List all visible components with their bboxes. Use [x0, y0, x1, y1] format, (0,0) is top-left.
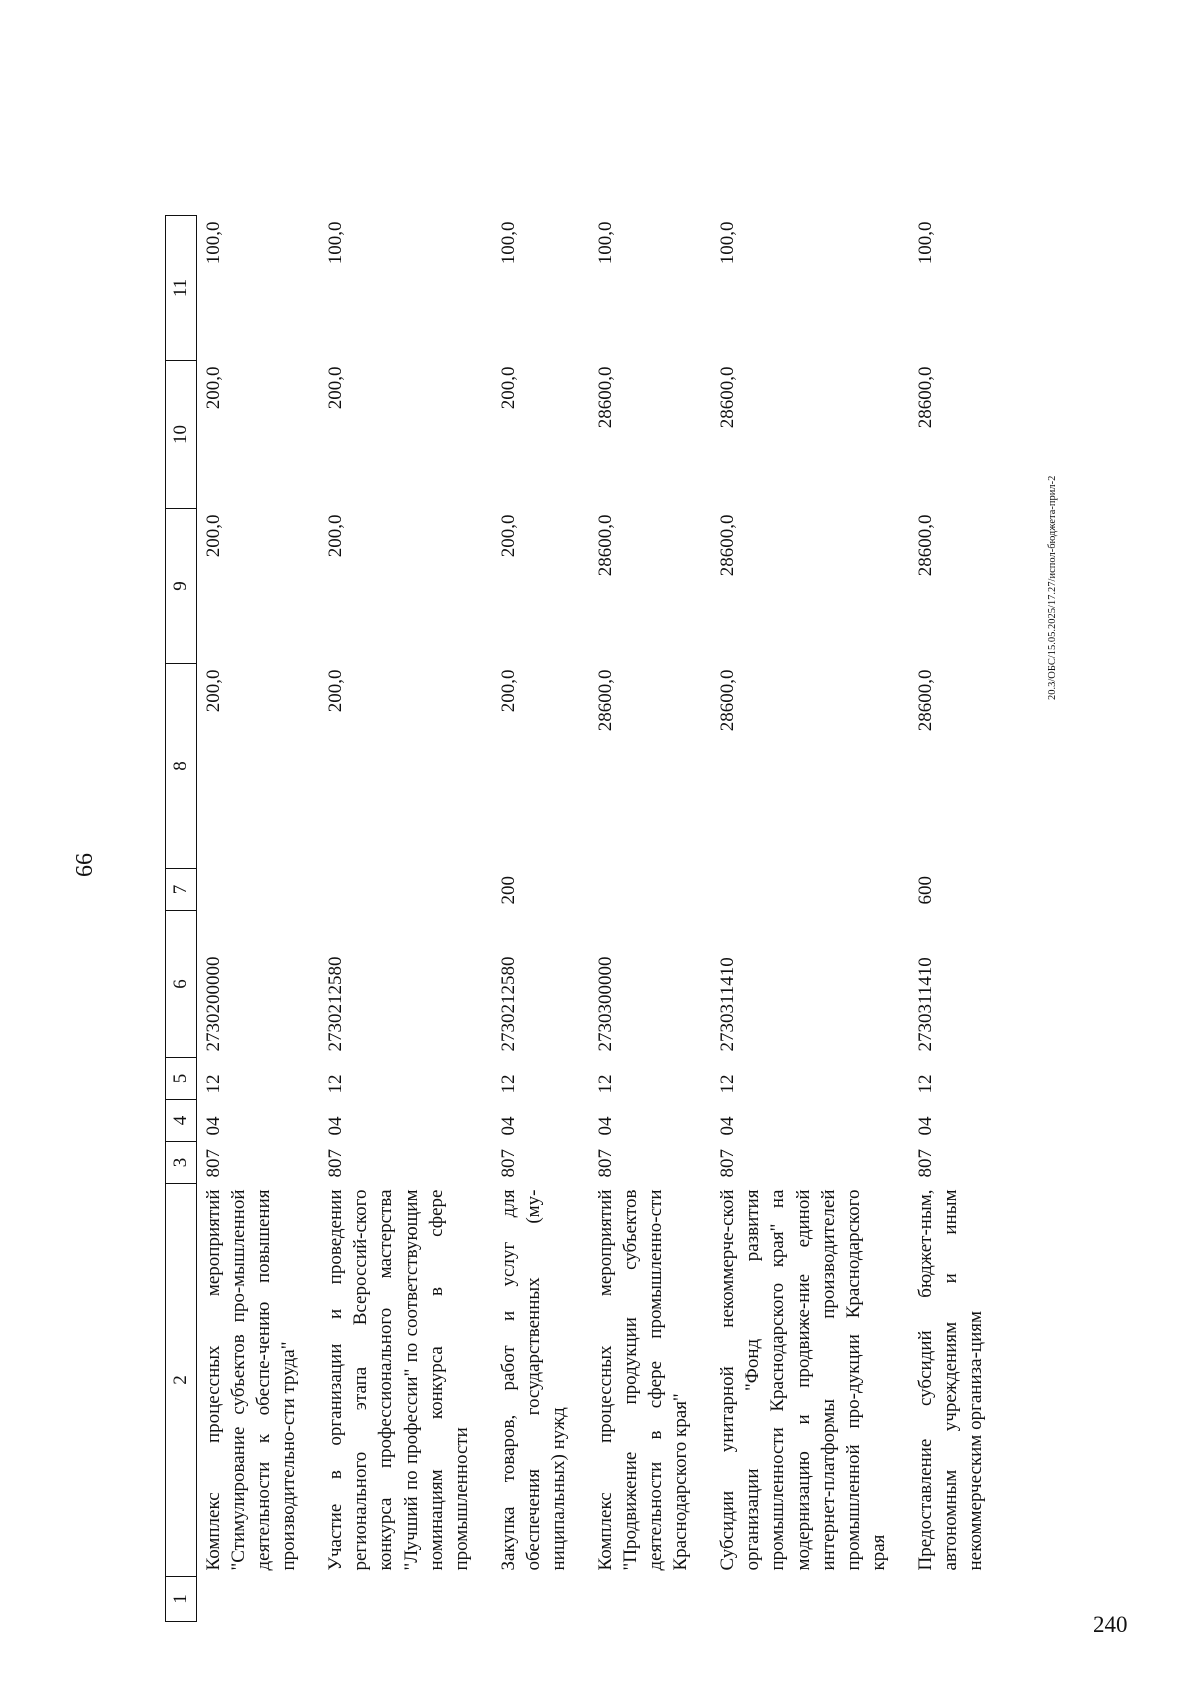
column-header: 10: [166, 361, 197, 509]
page-number-bottom: 240: [1093, 1612, 1128, 1637]
cell-subsection-code: 12: [717, 1074, 739, 1094]
cell-expense-type: [319, 869, 491, 911]
cell-section-code: 04: [497, 1116, 519, 1136]
cell-target-article: 2730212580: [325, 956, 347, 1052]
cell-amount-8: 200,0: [325, 669, 347, 713]
cell-target-article: 2730200000: [203, 956, 224, 1052]
cell-section-code: 04: [203, 1116, 224, 1136]
column-header: 2: [166, 1184, 197, 1577]
document-footer-code: [1047, 475, 1059, 712]
cell-percent: 100,0: [595, 221, 617, 265]
cell-number: [711, 1577, 909, 1622]
page-number-top: 66: [72, 853, 98, 877]
column-header: 7: [166, 869, 197, 911]
cell-expense-type: [711, 869, 909, 911]
cell-subsection-code: 12: [595, 1074, 617, 1094]
cell-section-code: 04: [325, 1116, 347, 1136]
column-header: 1: [166, 1577, 197, 1622]
cell-expense-type: [197, 869, 320, 911]
table-row: [589, 216, 711, 1622]
cell-ministry-code: 807: [914, 1149, 936, 1178]
cell-amount-10: 200,0: [497, 366, 519, 410]
column-header: 6: [166, 911, 197, 1058]
cell-amount-10: 200,0: [325, 366, 347, 410]
cell-section-code: 04: [595, 1116, 617, 1136]
column-header: 4: [166, 1100, 197, 1142]
cell-amount-8: 28600,0: [914, 669, 936, 732]
cell-expense-type: [589, 869, 711, 911]
column-header: 9: [166, 509, 197, 664]
cell-description: Участие в организации и проведении регионального этапа Всероссий-ского конкурса профессионального мастерства "Лучший по профессии" по соответствующим номинациям конкурса в сфере промышленности: [325, 1189, 472, 1571]
cell-target-article: 2730311410: [914, 957, 936, 1052]
cell-description: Предоставление субсидий бюджет-ным, автономным учреждениям и иным некоммерческим организа-циям: [914, 1189, 987, 1571]
table-row: [197, 216, 320, 1622]
cell-amount-9: 28600,0: [717, 514, 739, 577]
column-header: 3: [166, 1142, 197, 1184]
cell-number: [319, 1577, 491, 1622]
cell-number: [909, 1577, 1006, 1622]
cell-amount-10: 28600,0: [595, 366, 617, 429]
table-row: [711, 216, 909, 1622]
cell-ministry-code: 807: [203, 1149, 224, 1178]
cell-amount-8: 200,0: [497, 669, 519, 713]
cell-description: Комплекс процессных мероприятий "Стимулирование субъектов про-мышленной деятельности к обеспе-чению повышения производительно-сти труда": [203, 1189, 300, 1571]
cell-target-article: 2730212580: [497, 956, 519, 1052]
cell-expense-type: 600: [914, 876, 936, 905]
cell-subsection-code: 12: [325, 1074, 347, 1094]
cell-amount-10: 28600,0: [717, 366, 739, 429]
table-row: [909, 216, 1006, 1622]
cell-subsection-code: 12: [914, 1074, 936, 1094]
cell-amount-10: 200,0: [203, 366, 224, 410]
cell-amount-8: 200,0: [203, 669, 224, 713]
cell-section-code: 04: [914, 1116, 936, 1136]
table-header-row: [166, 216, 197, 1622]
cell-amount-8: 28600,0: [717, 669, 739, 732]
cell-target-article: 2730311410: [717, 957, 739, 1052]
cell-amount-9: 200,0: [497, 514, 519, 558]
table-row: [492, 216, 589, 1622]
cell-amount-9: 200,0: [325, 514, 347, 558]
cell-subsection-code: 12: [497, 1074, 519, 1094]
cell-number: [589, 1577, 711, 1622]
cell-amount-8: 28600,0: [595, 669, 617, 732]
cell-percent: 100,0: [203, 221, 224, 265]
cell-ministry-code: 807: [717, 1149, 739, 1178]
cell-target-article: 2730300000: [595, 956, 617, 1052]
cell-amount-10: 28600,0: [914, 366, 936, 429]
cell-percent: 100,0: [717, 221, 739, 265]
cell-amount-9: 28600,0: [595, 514, 617, 577]
cell-ministry-code: 807: [497, 1149, 519, 1178]
cell-ministry-code: 807: [595, 1149, 617, 1178]
cell-amount-9: 200,0: [203, 514, 224, 558]
cell-description: Субсидии унитарной некоммерче-ской организации "Фонд развития промышленности Краснодарского края" на модернизацию и продвиже-ние единой интернет-платформы производителей промышленной про-дукции Краснодарского края: [717, 1189, 889, 1571]
column-header: 11: [166, 216, 197, 361]
cell-percent: 100,0: [497, 221, 519, 265]
table-row: [319, 216, 491, 1622]
cell-number: [492, 1577, 589, 1622]
cell-ministry-code: 807: [325, 1149, 347, 1178]
footer-code-text: 20.3/ОБС/15.05.2025/17.27/испол-бюджета-прил-2: [1047, 475, 1058, 700]
cell-description: Закупка товаров, работ и услуг для обеспечения государственных (му-ниципальных) нужд: [497, 1189, 569, 1571]
column-header: 5: [166, 1058, 197, 1100]
cell-section-code: 04: [717, 1116, 739, 1136]
column-header: 8: [166, 664, 197, 869]
cell-description: Комплекс процессных мероприятий "Продвижение продукции субъектов деятельности в сфере промышленно-сти Краснодарского края": [595, 1189, 692, 1571]
cell-percent: 100,0: [325, 221, 347, 265]
budget-table: [165, 215, 1006, 1622]
cell-amount-9: 28600,0: [914, 514, 936, 577]
cell-expense-type: 200: [497, 876, 519, 905]
cell-percent: 100,0: [914, 221, 936, 265]
cell-number: [197, 1577, 320, 1622]
cell-subsection-code: 12: [203, 1074, 224, 1094]
